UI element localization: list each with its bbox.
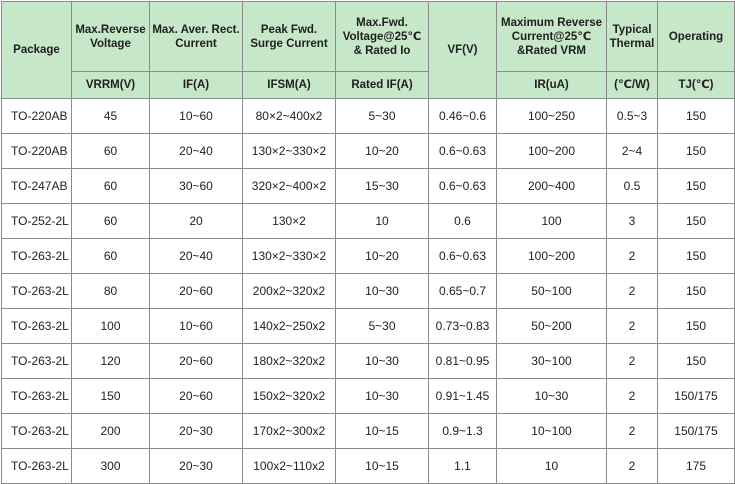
ifsm-cell: 130×2 <box>243 204 336 239</box>
table-row <box>2 309 735 344</box>
vf-cell: 1.1 <box>429 449 497 484</box>
ir-cell: 50~100 <box>497 274 607 309</box>
rated-if-cell: 10~30 <box>336 344 429 379</box>
unit-tj: TJ(℃) <box>658 72 735 99</box>
vrrm-cell: 60 <box>72 134 150 169</box>
tj-cell: 150 <box>658 134 735 169</box>
vf-cell: 0.6~0.63 <box>429 169 497 204</box>
thermal-cell: 0.5 <box>607 169 658 204</box>
ifsm-cell: 130×2~330×2 <box>243 239 336 274</box>
vrrm-cell: 300 <box>72 449 150 484</box>
thermal-cell: 3 <box>607 204 658 239</box>
tj-cell: 150 <box>658 344 735 379</box>
ifsm-cell: 170x2~300x2 <box>243 414 336 449</box>
package-cell: TO-220AB <box>2 134 72 169</box>
vrrm-cell: 60 <box>72 169 150 204</box>
package-cell: TO-220AB <box>2 99 72 134</box>
header-operating: Operating <box>658 2 735 72</box>
thermal-cell: 2 <box>607 414 658 449</box>
thermal-cell: 2 <box>607 449 658 484</box>
ir-cell: 100~200 <box>497 134 607 169</box>
ir-cell: 100 <box>497 204 607 239</box>
header-typical-thermal: Typical Thermal <box>607 2 658 72</box>
ir-cell: 100~200 <box>497 239 607 274</box>
if-cell: 30~60 <box>150 169 243 204</box>
header-max-reverse-voltage: Max.Reverse Voltage <box>72 2 150 72</box>
if-cell: 10~60 <box>150 99 243 134</box>
ir-cell: 10~30 <box>497 379 607 414</box>
tj-cell: 150/175 <box>658 379 735 414</box>
tj-cell: 150 <box>658 309 735 344</box>
tj-cell: 150 <box>658 169 735 204</box>
vf-cell: 0.9~1.3 <box>429 414 497 449</box>
table-row <box>2 239 735 274</box>
rated-if-cell: 5~30 <box>336 309 429 344</box>
rated-if-cell: 10~30 <box>336 274 429 309</box>
diode-spec-table <box>1 1 735 484</box>
rated-if-cell: 10~30 <box>336 379 429 414</box>
ir-cell: 100~250 <box>497 99 607 134</box>
ir-cell: 200~400 <box>497 169 607 204</box>
vf-cell: 0.73~0.83 <box>429 309 497 344</box>
thermal-cell: 2 <box>607 344 658 379</box>
package-cell: TO-263-2L <box>2 239 72 274</box>
package-cell: TO-263-2L <box>2 449 72 484</box>
tj-cell: 150 <box>658 204 735 239</box>
unit-ir: IR(uA) <box>497 72 607 99</box>
if-cell: 10~60 <box>150 309 243 344</box>
vrrm-cell: 100 <box>72 309 150 344</box>
ifsm-cell: 140x2~250x2 <box>243 309 336 344</box>
thermal-cell: 2 <box>607 274 658 309</box>
thermal-cell: 2~4 <box>607 134 658 169</box>
thermal-cell: 2 <box>607 309 658 344</box>
ifsm-cell: 80×2~400x2 <box>243 99 336 134</box>
ifsm-cell: 150x2~320x2 <box>243 379 336 414</box>
rated-if-cell: 10 <box>336 204 429 239</box>
table-row <box>2 274 735 309</box>
vf-cell: 0.65~0.7 <box>429 274 497 309</box>
tj-cell: 150 <box>658 274 735 309</box>
rated-if-cell: 10~20 <box>336 239 429 274</box>
vrrm-cell: 45 <box>72 99 150 134</box>
vf-cell: 0.81~0.95 <box>429 344 497 379</box>
thermal-cell: 2 <box>607 379 658 414</box>
table-row <box>2 204 735 239</box>
ifsm-cell: 130×2~330×2 <box>243 134 336 169</box>
ir-cell: 10 <box>497 449 607 484</box>
tj-cell: 150 <box>658 239 735 274</box>
rated-if-cell: 10~15 <box>336 449 429 484</box>
table-row <box>2 449 735 484</box>
ifsm-cell: 180x2~320x2 <box>243 344 336 379</box>
vf-cell: 0.91~1.45 <box>429 379 497 414</box>
unit-thermal: (℃/W) <box>607 72 658 99</box>
table-row <box>2 99 735 134</box>
table-row <box>2 344 735 379</box>
header-vf: VF(V) <box>429 2 497 99</box>
table-row <box>2 414 735 449</box>
tj-cell: 175 <box>658 449 735 484</box>
thermal-cell: 2 <box>607 239 658 274</box>
ifsm-cell: 100x2~110x2 <box>243 449 336 484</box>
package-cell: TO-263-2L <box>2 309 72 344</box>
header-package: Package <box>2 2 72 99</box>
table-row <box>2 379 735 414</box>
rated-if-cell: 10~15 <box>336 414 429 449</box>
vrrm-cell: 200 <box>72 414 150 449</box>
vrrm-cell: 60 <box>72 204 150 239</box>
rated-if-cell: 5~30 <box>336 99 429 134</box>
table-body <box>2 99 735 484</box>
table-row <box>2 169 735 204</box>
vf-cell: 0.6 <box>429 204 497 239</box>
vrrm-cell: 80 <box>72 274 150 309</box>
ifsm-cell: 320×2~400×2 <box>243 169 336 204</box>
if-cell: 20 <box>150 204 243 239</box>
header-max-reverse-current: Maximum Reverse Current@25℃ &Rated VRM <box>497 2 607 72</box>
if-cell: 20~60 <box>150 344 243 379</box>
tj-cell: 150 <box>658 99 735 134</box>
if-cell: 20~60 <box>150 274 243 309</box>
package-cell: TO-247AB <box>2 169 72 204</box>
header-max-aver-rect-current: Max. Aver. Rect. Current <box>150 2 243 72</box>
if-cell: 20~40 <box>150 239 243 274</box>
package-cell: TO-263-2L <box>2 414 72 449</box>
package-cell: TO-263-2L <box>2 379 72 414</box>
ir-cell: 30~100 <box>497 344 607 379</box>
rated-if-cell: 15~30 <box>336 169 429 204</box>
if-cell: 20~60 <box>150 379 243 414</box>
vrrm-cell: 150 <box>72 379 150 414</box>
vf-cell: 0.46~0.6 <box>429 99 497 134</box>
rated-if-cell: 10~20 <box>336 134 429 169</box>
tj-cell: 150/175 <box>658 414 735 449</box>
ir-cell: 50~200 <box>497 309 607 344</box>
unit-ifsm: IFSM(A) <box>243 72 336 99</box>
package-cell: TO-263-2L <box>2 274 72 309</box>
if-cell: 20~30 <box>150 449 243 484</box>
package-cell: TO-263-2L <box>2 344 72 379</box>
if-cell: 20~40 <box>150 134 243 169</box>
unit-rated-if: Rated IF(A) <box>336 72 429 99</box>
header-peak-fwd-surge-current: Peak Fwd. Surge Current <box>243 2 336 72</box>
units-row <box>2 72 735 99</box>
vf-cell: 0.6~0.63 <box>429 134 497 169</box>
thermal-cell: 0.5~3 <box>607 99 658 134</box>
package-cell: TO-252-2L <box>2 204 72 239</box>
header-max-fwd-voltage: Max.Fwd. Voltage@25℃ & Rated Io <box>336 2 429 72</box>
unit-if: IF(A) <box>150 72 243 99</box>
unit-vrrm: VRRM(V) <box>72 72 150 99</box>
ifsm-cell: 200x2~320x2 <box>243 274 336 309</box>
if-cell: 20~30 <box>150 414 243 449</box>
vrrm-cell: 120 <box>72 344 150 379</box>
vrrm-cell: 60 <box>72 239 150 274</box>
header-row <box>2 2 735 72</box>
table-header <box>2 2 735 99</box>
ir-cell: 10~100 <box>497 414 607 449</box>
vf-cell: 0.6~0.63 <box>429 239 497 274</box>
table-row <box>2 134 735 169</box>
